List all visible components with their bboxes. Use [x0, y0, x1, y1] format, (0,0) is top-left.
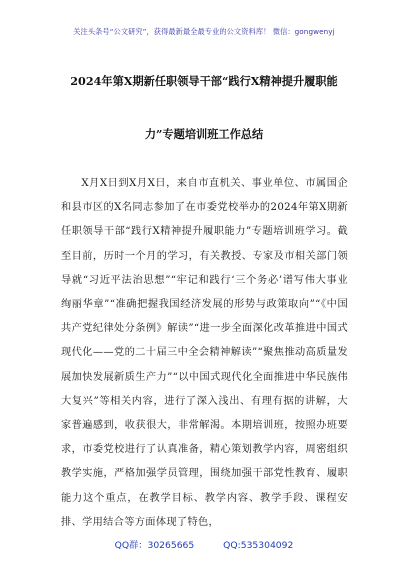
footer-qq-group: QQ群：30265665: [114, 540, 195, 551]
footer-qq-number: QQ:535304092: [223, 540, 294, 551]
document-title-line-1: 2024年第X期新任职领导干部“践行X精神提升履职能: [70, 74, 338, 88]
footer-contact: [0, 537, 408, 551]
document-title-line-2: 力”专题培训班工作总结: [144, 127, 264, 141]
header-promo-note: 关注头条号“公文研究”，获得最新最全最专业的公文资料库！ 微信：gongwenyj: [73, 27, 335, 36]
body-paragraph: X月X日到X月X日，来自市直机关、事业单位、市属国企和县市区的X名同志参加了在市委党校举办的2024年第X期新任职领导干部“践行X精神提升履职能力”专题培训班学习。截至目前，历时一个月的学习，有关教授、专家及市相关部门领导就“习近平法治思想”“牢记和践行‘三个务必’谱写伟大事业绚丽华章”“准确把握我国经济发展的形势与政策取向”“《中国共产党纪律处分条例》解读”“进一步全面深化改革推进中国式现代化——党的二十届三中全会精神解读”“聚焦推动高质量发展加快发展新质生产力”“以中国式现代化全面推进中华民族伟大复兴”等相关内容，进行了深入浅出、有理有据的讲解，大家普遍感到，收获很大，非常解渴。本期培训班，按照办班要求，市委党校进行了认真准备，精心策划教学内容，周密组织教学实施，严格加强学员管理，围绕加强干部党性教育、履职能力这个重点，在教学目标、教学内容、教学手段、课程安排、学用结合等方面体现了特色，: [61, 178, 348, 528]
